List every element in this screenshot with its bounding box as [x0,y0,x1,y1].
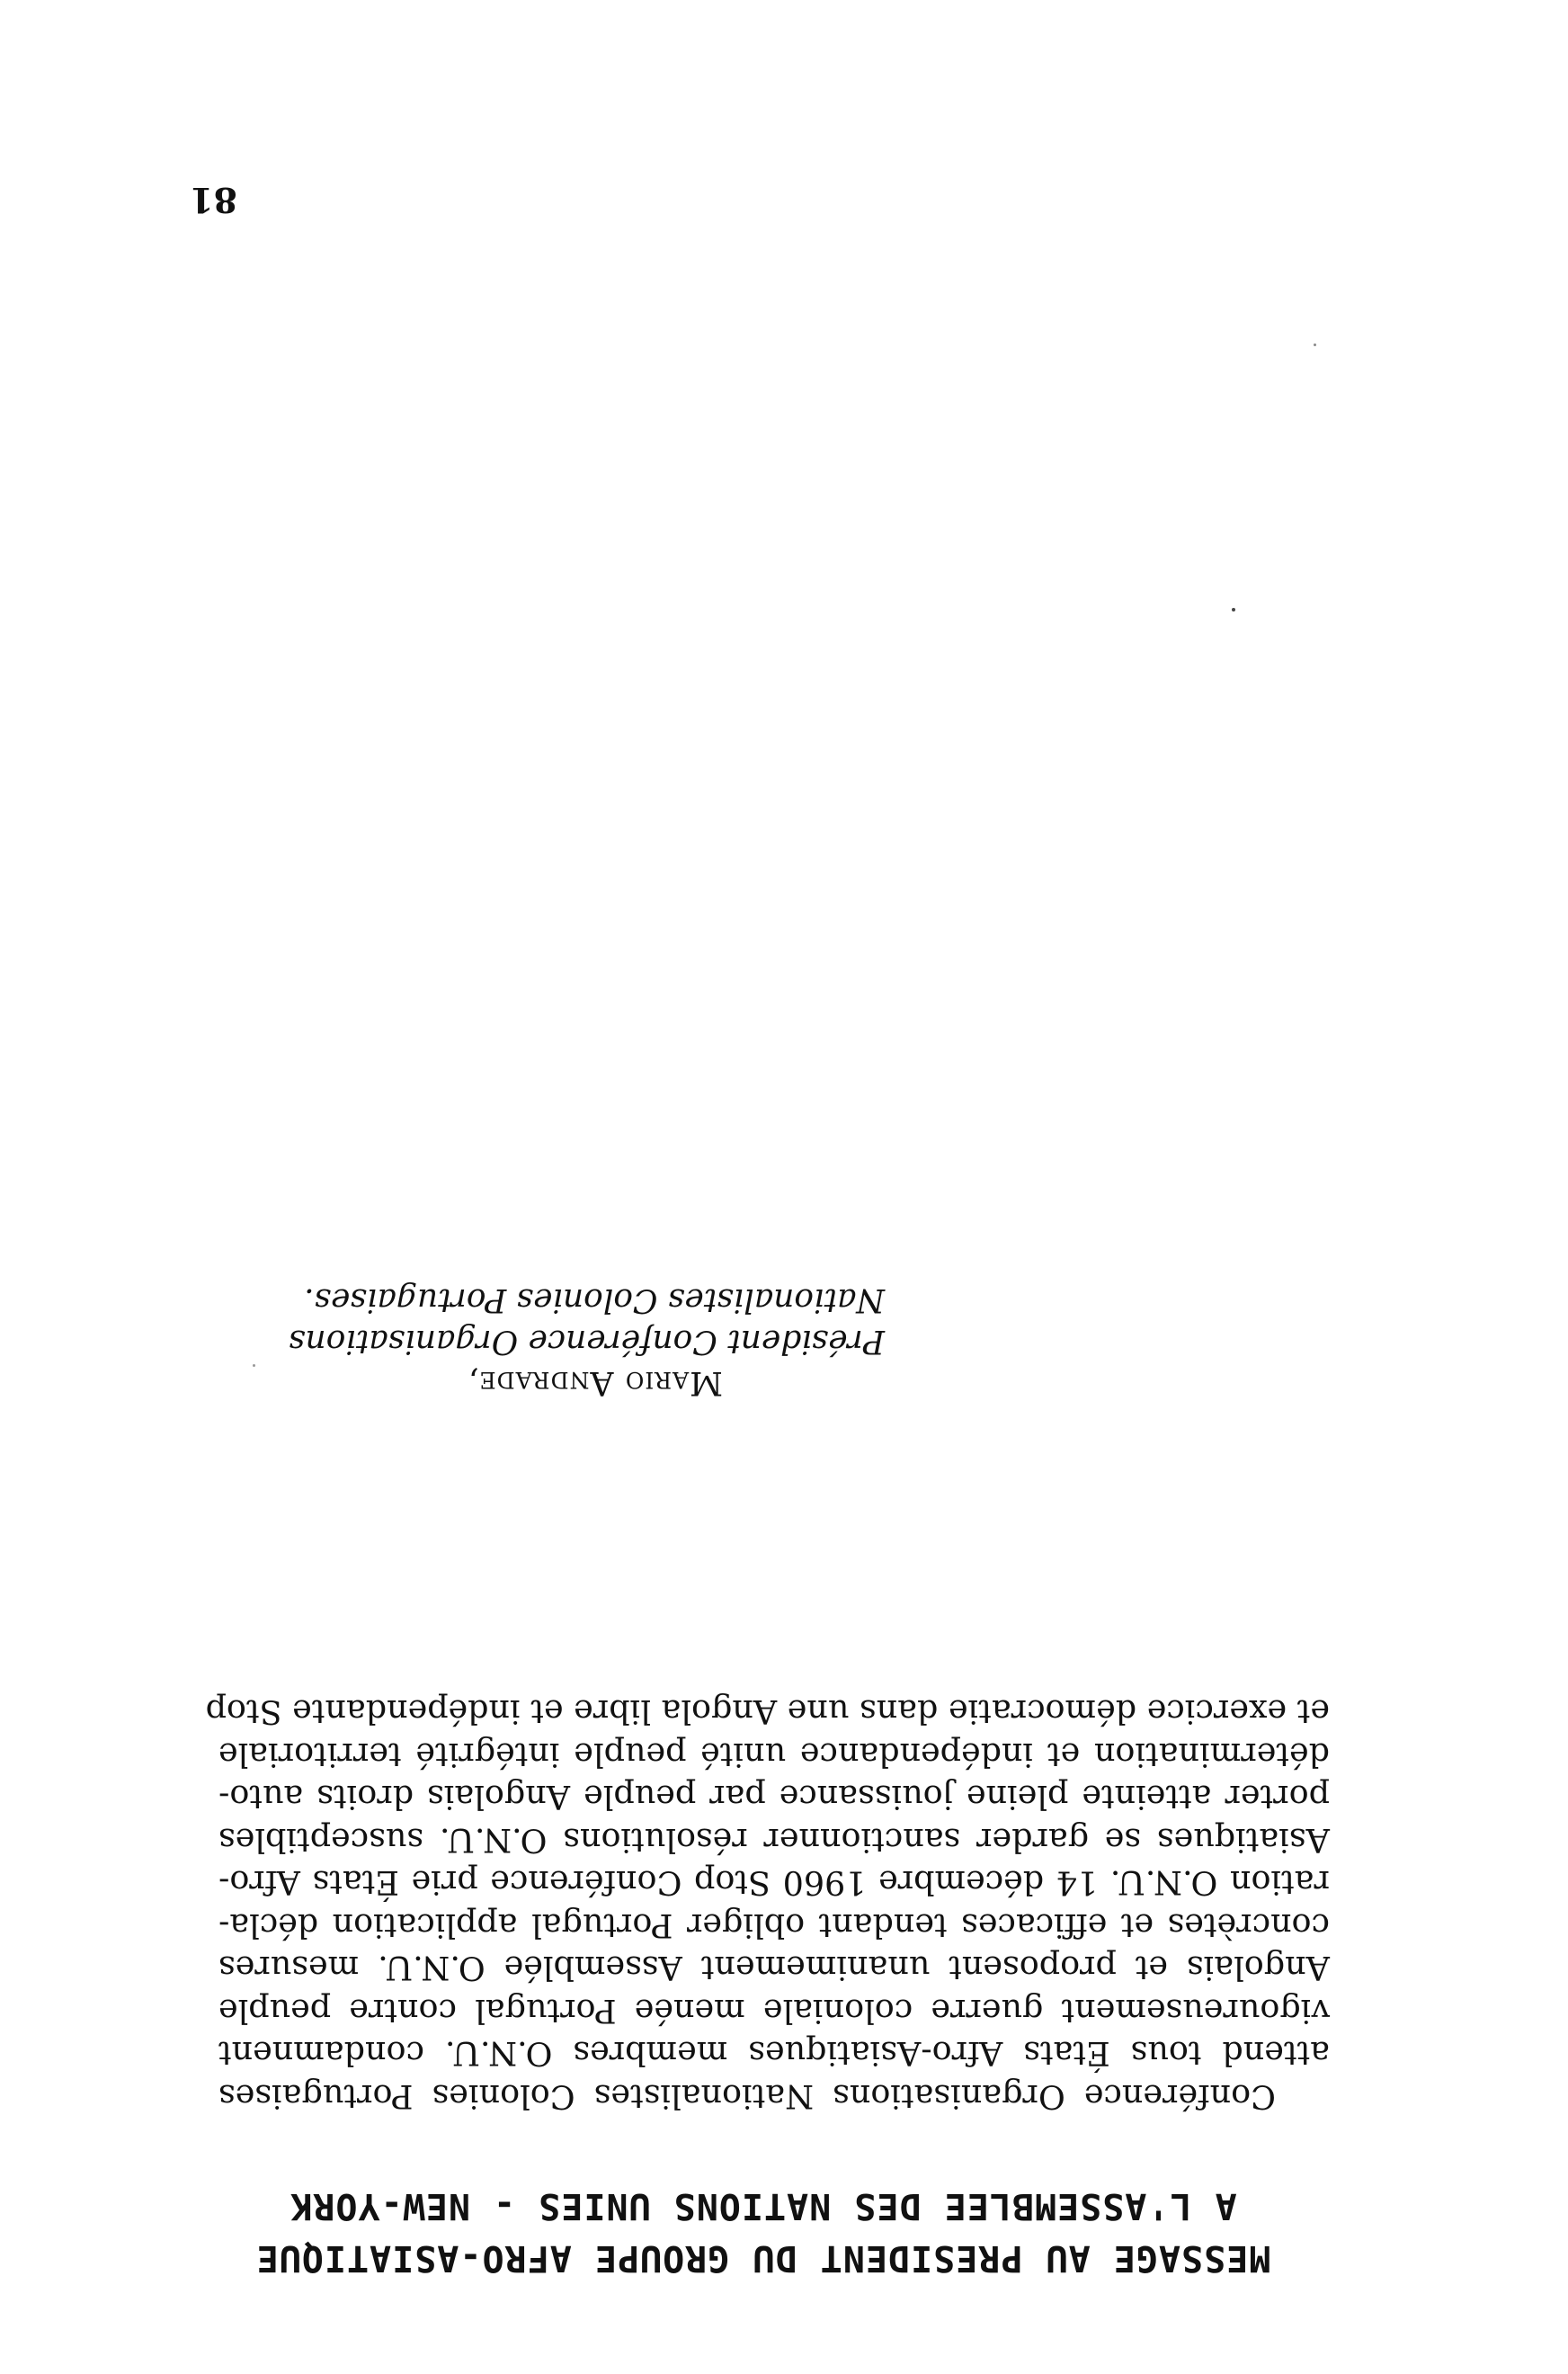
body-line: Asiatiques se garder sanctionner résolutions O.N.U. susceptibles [218,1821,1330,1860]
body-line: attend tous États Afro-Asiatiques membres O.N.U. condamnent [218,2034,1330,2074]
body-line: Angolais et proposent unanimement Assemblée O.N.U. mesures [218,1949,1330,1988]
scan-speck [1232,608,1235,611]
message-title [201,2180,1325,2284]
body-line: vigoureusement guerre coloniale menée Portugal contre peuple [218,1992,1330,2030]
body-line: concrètes et efficaces tendant obliger Portugal application décla- [218,1906,1330,1945]
signature-block [201,1279,885,1403]
title-line-2: A L'ASSEMBLEE DES NATIONS UNIES - NEW-YORK [290,2185,1237,2227]
body-line: porter atteinte pleine jouissance par peuple Angolais droits auto- [218,1778,1330,1817]
page-number: 81 [190,180,237,220]
body-line: Conférence Organisations Nationalistes Colonies Portugaises [218,2077,1276,2116]
signatory-role-line-2: Nationalistes Colonies Portugaises. [304,1281,885,1318]
scan-speck [253,1364,255,1367]
body-line: ration O.N.U. 14 décembre 1960 Stop Conférence prie États Afro- [218,1863,1330,1903]
signatory-role-line-1: Président Conférence Organisations [289,1323,885,1360]
title-line-1: MESSAGE AU PRESIDENT DU GROUPE AFRO-ASIATIQUE [255,2237,1271,2279]
scan-speck [1314,344,1316,346]
message-body [205,1691,1330,2118]
signatory-name: Mario Andrade, [467,1364,723,1401]
body-line: détermination et indépendance unité peuple intégrité territoriale [218,1736,1330,1774]
body-line: et exercice démocratie dans une Angola libre et indépendante Stop [205,1692,1330,1732]
